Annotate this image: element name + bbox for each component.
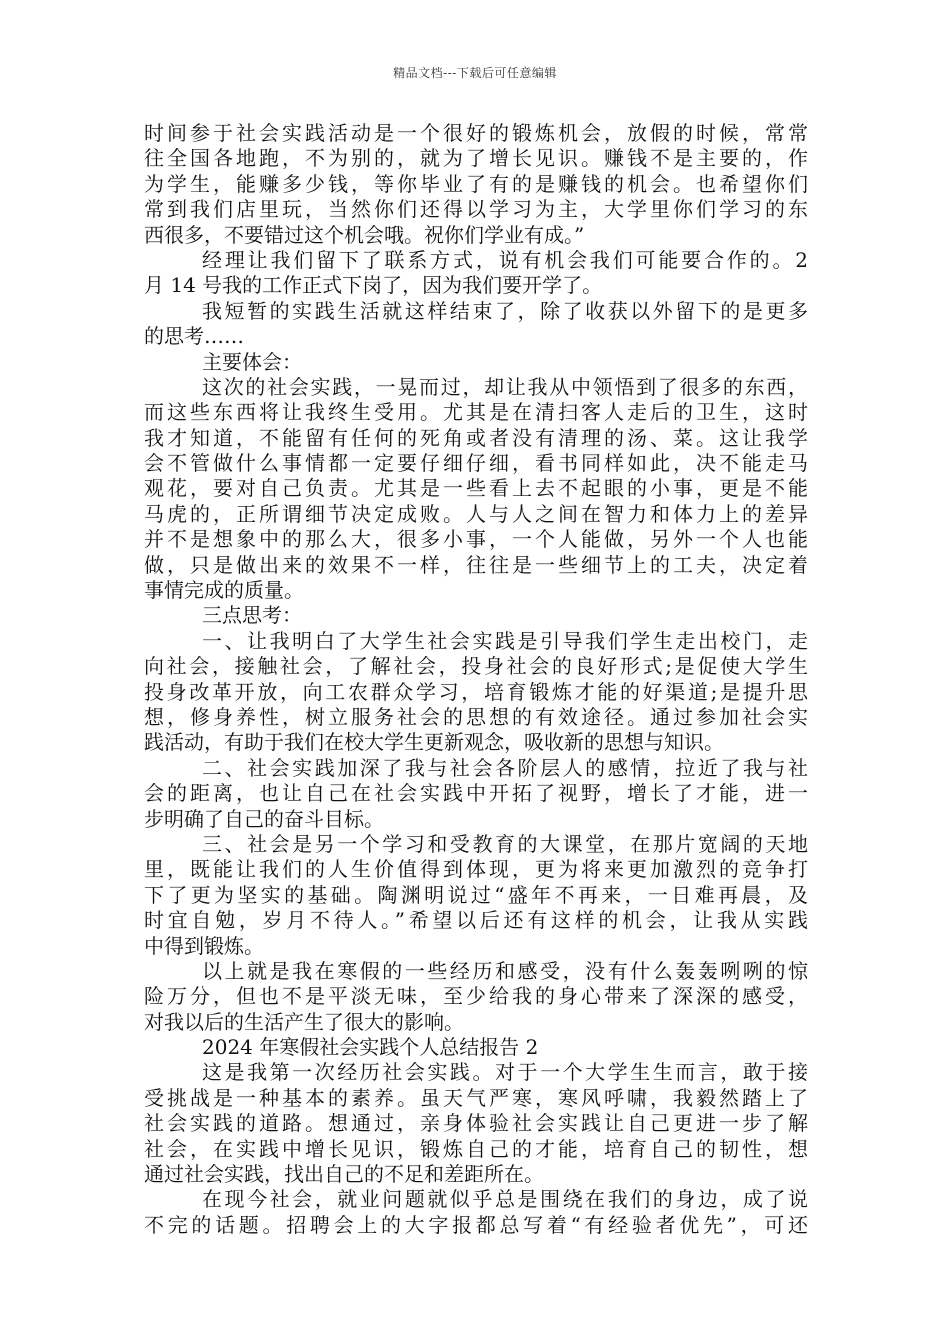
- text-line: 时间参于社会实践活动是一个很好的锻炼机会，放假的时候，常常: [144, 121, 808, 145]
- text-line: 会不管做什么事情都一定要仔细仔细，看书同样如此，决不能走马: [144, 451, 808, 476]
- text-line: 受挑战是一种基本的素养。虽天气严寒，寒风呼啸，我毅然踏上了: [144, 1085, 808, 1110]
- text-line: 时宜自勉，岁月不待人。”希望以后还有这样的机会，让我从实践: [144, 908, 808, 933]
- paragraph: [144, 375, 808, 604]
- paragraph: [144, 756, 808, 832]
- paragraph: [144, 1060, 808, 1187]
- document-body: [144, 121, 808, 1238]
- text-line: 投身改革开放，向工农群众学习，培育锻炼才能的好渠道;是提升思: [144, 679, 808, 704]
- text-line: 做，只是做出来的效果不一样，往往是一些细节上的工夫，决定着: [144, 552, 808, 577]
- text-line: 通过社会实践，找出自己的不足和差距所在。: [144, 1162, 544, 1187]
- text-line: 主要体会：: [202, 349, 302, 374]
- paragraph: [144, 959, 808, 1035]
- text-line: 不完的话题。招聘会上的大字报都总写着“有经验者优先”，可还: [144, 1212, 808, 1237]
- text-line: 这是我第一次经历社会实践。对于一个大学生生而言，敢于接: [202, 1060, 808, 1085]
- text-line: 社会，在实践中增长见识，锻炼自己的才能，培育自己的韧性，想: [144, 1136, 808, 1161]
- text-line: 经理让我们留下了联系方式，说有机会我们可能要合作的。2: [202, 247, 808, 272]
- text-line: 西很多，不要错过这个机会哦。祝你们学业有成。”: [144, 222, 585, 247]
- paragraph: [144, 1035, 808, 1060]
- text-line: 这次的社会实践，一晃而过，却让我从中领悟到了很多的东西，: [202, 374, 808, 399]
- text-line: 在现今社会，就业问题就似乎总是围绕在我们的身边，成了说: [202, 1187, 808, 1212]
- text-line: 事情完成的质量。: [144, 578, 304, 603]
- text-line: 月 14 号我的工作正式下岗了，因为我们要开学了。: [144, 273, 603, 298]
- text-line: 为学生，能赚多少钱，等你毕业了有的是赚钱的机会。也希望你们: [144, 171, 808, 196]
- text-line: 的思考……: [144, 324, 244, 349]
- text-line: 三、社会是另一个学习和受教育的大课堂，在那片宽阔的天地: [202, 831, 808, 856]
- text-line: 往全国各地跑，不为别的，就为了增长见识。赚钱不是主要的，作: [144, 146, 808, 171]
- text-line: 一、让我明白了大学生社会实践是引导我们学生走出校门，走: [202, 628, 808, 653]
- text-line: 险万分，但也不是平淡无味，至少给我的身心带来了深深的感受，: [144, 984, 808, 1009]
- text-line: 以上就是我在寒假的一些经历和感受，没有什么轰轰咧咧的惊: [202, 958, 808, 983]
- text-line: 三点思考：: [202, 603, 302, 628]
- text-line: 下了更为坚实的基础。陶渊明说过“盛年不再来，一日难再晨，及: [144, 882, 808, 907]
- text-line: 会的距离，也让自己在社会实践中开拓了视野，增长了才能，进一: [144, 781, 808, 806]
- text-line: 常到我们店里玩，当然你们还得以学习为主，大学里你们学习的东: [144, 197, 808, 222]
- paragraph: [144, 832, 808, 959]
- text-line: 对我以后的生活产生了很大的影响。: [144, 1009, 464, 1034]
- text-line: 里，既能让我们的人生价值得到体现，更为将来更加激烈的竞争打: [144, 857, 808, 882]
- text-line: 并不是想象中的那么大，很多小事，一个人能做，另外一个人也能: [144, 527, 808, 552]
- paragraph: [144, 299, 808, 350]
- text-line: 想，修身养性，树立服务社会的思想的有效途径。通过参加社会实: [144, 704, 808, 729]
- paragraph: [144, 248, 808, 299]
- text-line: 观花，要对自己负责。尤其是一些看上去不起眼的小事，更是不能: [144, 476, 808, 501]
- text-line: 而这些东西将让我终生受用。尤其是在清扫客人走后的卫生，这时: [144, 400, 808, 425]
- paragraph: [144, 1187, 808, 1238]
- text-line: 马虎的，正所谓细节决定成败。人与人之间在智力和体力上的差异: [144, 501, 808, 526]
- paragraph: [144, 603, 808, 628]
- text-line: 践活动，有助于我们在校大学生更新观念，吸收新的思想与知识。: [144, 730, 724, 755]
- text-line: 向社会，接触社会，了解社会，投身社会的良好形式;是促使大学生: [144, 654, 808, 679]
- text-line: 中得到锻炼。: [144, 933, 264, 958]
- text-line: 我短暂的实践生活就这样结束了，除了收获以外留下的是更多: [202, 298, 808, 323]
- text-line: 我才知道，不能留有任何的死角或者没有清理的汤、菜。这让我学: [144, 425, 808, 450]
- page-header: 精品文档---下载后可任意编辑: [393, 66, 557, 80]
- paragraph: [144, 629, 808, 756]
- paragraph: [144, 350, 808, 375]
- text-line: 二、社会实践加深了我与社会各阶层人的感情，拉近了我与社: [202, 755, 808, 780]
- paragraph: [144, 121, 808, 248]
- text-line: 2024 年寒假社会实践个人总结报告 2: [202, 1035, 539, 1060]
- text-line: 步明确了自己的奋斗目标。: [144, 806, 384, 831]
- text-line: 社会实践的道路。想通过，亲身体验社会实践让自己更进一步了解: [144, 1111, 808, 1136]
